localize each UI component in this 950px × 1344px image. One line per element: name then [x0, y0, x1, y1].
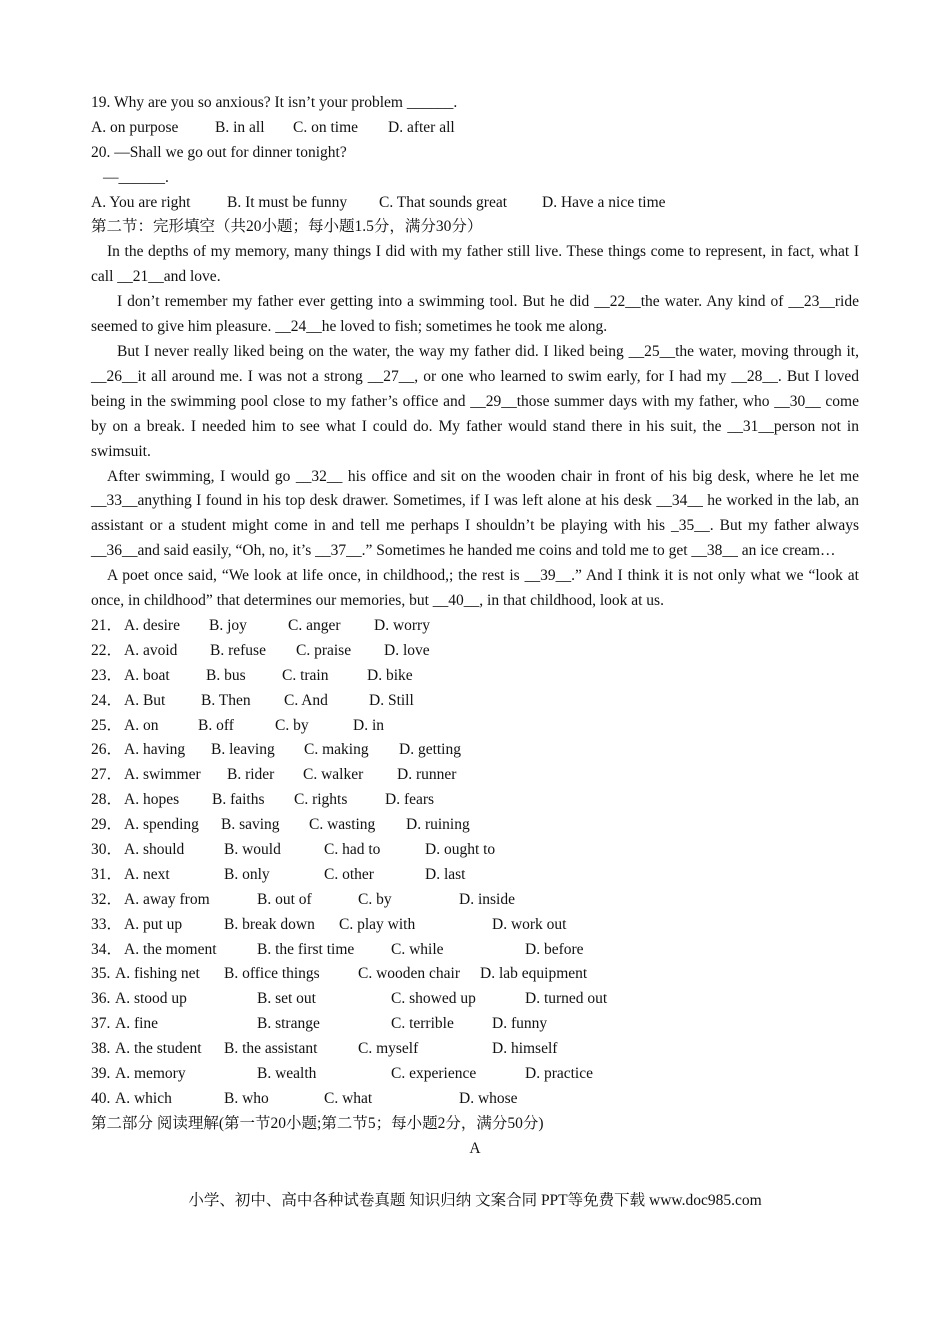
option-a: A. fine: [115, 1015, 159, 1033]
option-d: D. ruining: [406, 816, 470, 834]
question-number: 26．: [91, 741, 123, 759]
option-b: B. faiths: [212, 791, 265, 809]
option-a: A. which: [115, 1089, 172, 1107]
option-d: D. fears: [385, 791, 435, 809]
option-c: C. by: [275, 716, 309, 734]
option-b: B. set out: [257, 990, 316, 1008]
option-c: C. anger: [288, 616, 341, 634]
question-number: 40.: [91, 1089, 111, 1107]
cloze-option-row: [91, 1087, 859, 1112]
option-d: D. worry: [374, 616, 430, 634]
option-c: C. praise: [296, 641, 352, 659]
option-d: D. practice: [525, 1064, 593, 1082]
option-d: D. work out: [492, 915, 567, 933]
option-b: B. the first time: [257, 940, 355, 958]
option-b: B. would: [224, 840, 281, 858]
cloze-option-row: [91, 1012, 859, 1037]
option-d: D. Still: [369, 691, 414, 709]
option-a: A. put up: [124, 915, 183, 933]
option-c: C. play with: [339, 915, 416, 933]
page-footer: 小学、初中、高中各种试卷真题 知识归纳 文案合同 PPT等免费下载 www.doc985.com: [188, 1192, 762, 1209]
cloze-option-row: [91, 1037, 859, 1062]
option-b: B. It must be funny: [227, 193, 348, 211]
section-heading: 第二节：完形填空（共20小题；每小题1.5分，满分30分）: [91, 218, 483, 236]
question-number: 35.: [91, 965, 111, 983]
question-number: 28．: [91, 791, 123, 809]
option-b: B. wealth: [257, 1064, 317, 1082]
option-a: A. on: [124, 716, 159, 734]
question-number: 37.: [91, 1015, 111, 1033]
option-b: B. bus: [206, 666, 246, 684]
option-d: D. love: [384, 641, 430, 659]
option-a: A. boat: [124, 666, 170, 684]
section-a-label: A: [469, 1139, 481, 1157]
option-c: C. walker: [303, 766, 364, 784]
question-20-stem: 20. —Shall we go out for dinner tonight?: [91, 143, 347, 161]
option-b: B. refuse: [210, 641, 266, 659]
option-a: A. on purpose: [91, 118, 179, 136]
question-number: 33．: [91, 915, 123, 933]
option-d: D. ought to: [425, 840, 496, 858]
option-d: D. Have a nice time: [542, 193, 666, 211]
cloze-option-row: [91, 962, 859, 987]
option-b: B. leaving: [211, 741, 275, 759]
cloze-option-row: [91, 639, 859, 664]
option-d: D. turned out: [525, 990, 608, 1008]
exam-page: [91, 91, 859, 1162]
option-c: C. showed up: [391, 990, 476, 1008]
question-19-stem: 19. Why are you so anxious? It isn’t your problem ______.: [91, 94, 458, 111]
cloze-option-row: [91, 913, 859, 938]
option-a: A. memory: [115, 1064, 186, 1082]
option-c: C. myself: [358, 1040, 419, 1058]
option-a: A. the moment: [124, 940, 217, 958]
option-b: B. joy: [209, 616, 247, 634]
passage-paragraph: A poet once said, “We look at life once, in childhood,; the rest is __39__.” And I think it is not only what we “look at once, in childhood” that determines our memories, but __40__, in that childhood, look at us.: [91, 567, 859, 610]
question-19-options: [91, 116, 859, 141]
option-b: B. rider: [227, 766, 275, 784]
question-number: 31．: [91, 865, 123, 883]
option-c: C. wasting: [309, 816, 376, 834]
option-a: A. avoid: [124, 641, 178, 659]
cloze-option-row: [91, 863, 859, 888]
option-a: A. desire: [124, 616, 180, 634]
question-number: 27．: [91, 766, 123, 784]
option-d: D. himself: [492, 1040, 558, 1058]
option-d: D. in: [353, 716, 384, 734]
option-d: D. whose: [459, 1089, 518, 1107]
cloze-option-row: [91, 788, 859, 813]
cloze-option-row: [91, 689, 859, 714]
question-number: 36.: [91, 990, 111, 1008]
option-a: A. should: [124, 840, 185, 858]
option-c: C. terrible: [391, 1015, 454, 1033]
option-c: C. train: [282, 666, 329, 684]
option-b: B. off: [198, 716, 234, 734]
cloze-option-row: [91, 838, 859, 863]
cloze-option-row: [91, 614, 859, 639]
option-c: C. rights: [294, 791, 348, 809]
question-number: 22．: [91, 641, 123, 659]
question-number: 29．: [91, 816, 123, 834]
cloze-option-row: [91, 763, 859, 788]
part-heading: 第二部分 阅读理解(第一节20小题;第二节5；每小题2分，满分50分): [91, 1114, 544, 1132]
option-b: B. in all: [215, 118, 265, 136]
option-a: A. having: [124, 741, 186, 759]
option-c: C. And: [284, 691, 328, 709]
option-b: B. break down: [224, 915, 315, 933]
option-a: A. away from: [124, 890, 210, 908]
question-20-options: [91, 191, 859, 216]
passage-paragraph: But I never really liked being on the water, the way my father did. I liked being __25__the water, moving through it, __26__it all around me. I was not a strong __27__, or one who learned to swim early, for I had my __28__. But I loved being in the swimming pool close to my father’s office and __29__those summer days with my father, who __30__ come by on a break. I needed him to see what I could do. My father would stand there in his suit, the __31__person not in swimsuit.: [91, 342, 859, 460]
cloze-option-row: [91, 938, 859, 963]
option-c: C. while: [391, 940, 444, 958]
option-d: D. runner: [397, 766, 457, 784]
question-number: 21．: [91, 616, 123, 634]
question-number: 34．: [91, 940, 123, 958]
cloze-option-row: [91, 987, 859, 1012]
option-c: C. by: [358, 890, 392, 908]
question-number: 25．: [91, 716, 123, 734]
option-a: A. next: [124, 865, 170, 883]
cloze-option-row: [91, 1062, 859, 1087]
question-number: 32．: [91, 890, 123, 908]
option-d: D. inside: [459, 890, 515, 908]
option-d: D. after all: [388, 118, 455, 136]
option-b: B. the assistant: [224, 1040, 318, 1058]
option-d: D. before: [525, 940, 584, 958]
option-b: B. out of: [257, 890, 312, 908]
option-c: C. That sounds great: [379, 193, 508, 211]
option-a: A. swimmer: [124, 766, 201, 784]
option-d: D. bike: [367, 666, 413, 684]
option-c: C. on time: [293, 118, 359, 136]
option-c: C. experience: [391, 1064, 477, 1082]
option-c: C. had to: [324, 840, 381, 858]
option-d: D. last: [425, 865, 466, 883]
option-a: A. hopes: [124, 791, 180, 809]
question-number: 38.: [91, 1040, 111, 1058]
passage-paragraph: After swimming, I would go __32__ his office and sit on the wooden chair in front of his big desk, where he let me __33__anything I found in his top desk drawer. Sometimes, if I was left alone at his desk __34__ he worked in the lab, an assistant or a student might come in and tell me perhaps I shouldn’t be playing with his _35__. But my father always __36__and said easily, “Oh, no, it’s __37__.” Sometimes he handed me coins and told me to get __38__ an ice cream…: [91, 467, 859, 560]
question-number: 39.: [91, 1064, 111, 1082]
option-a: A. the student: [115, 1040, 202, 1058]
option-b: B. office things: [224, 965, 320, 983]
option-a: A. You are right: [91, 193, 191, 211]
cloze-option-row: [91, 714, 859, 739]
cloze-option-row: [91, 738, 859, 763]
option-b: B. strange: [257, 1015, 320, 1033]
option-d: D. getting: [399, 741, 461, 759]
option-b: B. saving: [221, 816, 280, 834]
passage-paragraph: I don’t remember my father ever getting into a swimming tool. But he did __22__the water. Any kind of __23__ride seemed to give him pleasure. __24__he loved to fish; sometimes he took me along.: [91, 293, 859, 336]
option-a: A. fishing net: [115, 965, 200, 983]
question-number: 30．: [91, 840, 123, 858]
option-a: A. spending: [124, 816, 199, 834]
passage-paragraph: In the depths of my memory, many things I did with my father still live. These things come to represent, in fact, what I call __21__and love.: [91, 243, 859, 286]
option-b: B. who: [224, 1089, 269, 1107]
cloze-option-row: [91, 664, 859, 689]
question-20-reply: —______.: [103, 168, 169, 186]
option-d: D. funny: [492, 1015, 548, 1033]
cloze-options-list: [91, 614, 859, 1112]
option-c: C. what: [324, 1089, 373, 1107]
option-a: A. But: [124, 691, 166, 709]
option-c: C. wooden chair: [358, 965, 461, 983]
option-d: D. lab equipment: [480, 965, 588, 983]
cloze-option-row: [91, 813, 859, 838]
question-number: 24．: [91, 691, 123, 709]
option-b: B. only: [224, 865, 270, 883]
option-c: C. other: [324, 865, 374, 883]
option-b: B. Then: [201, 691, 251, 709]
option-c: C. making: [304, 741, 369, 759]
question-number: 23．: [91, 666, 123, 684]
cloze-option-row: [91, 888, 859, 913]
option-a: A. stood up: [115, 990, 187, 1008]
